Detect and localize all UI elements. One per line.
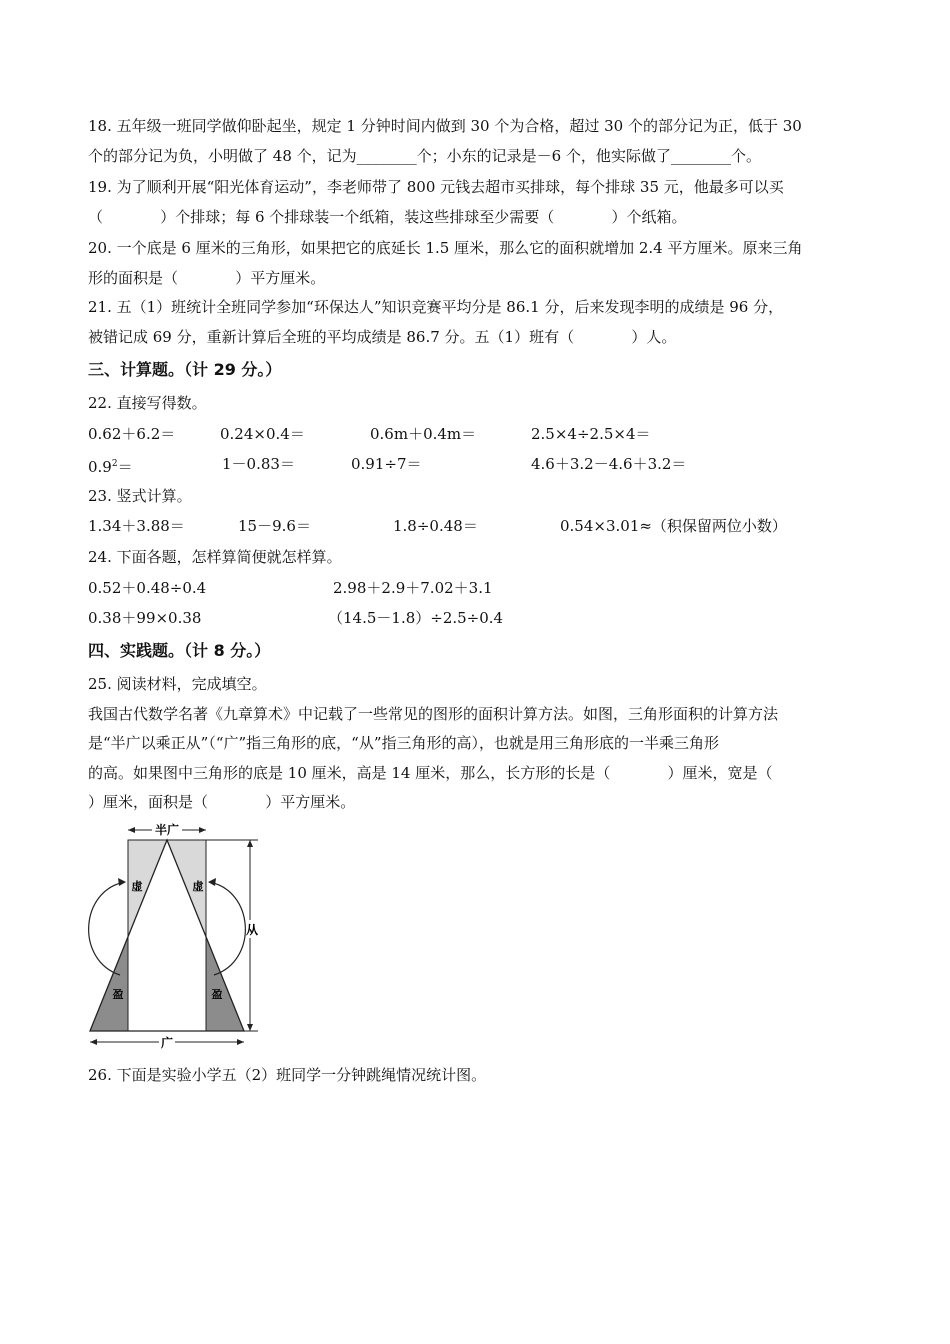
- q22-item: 0.6m＋0.4m＝: [370, 425, 477, 443]
- q18-line-2: 个的部分记为负，小明做了 48 个，记为________个；小东的记录是－6 个，他实际做了________个。: [88, 147, 761, 165]
- q24-title: 24. 下面各题，怎样算简便就怎样算。: [88, 548, 342, 566]
- q19-line-1: 19. 为了顺利开展“阳光体育运动”，李老师带了 800 元钱去超市买排球，每个排球 35 元，他最多可以买: [88, 178, 784, 196]
- base-label: 广: [160, 1036, 174, 1050]
- half-base-label: 半广: [154, 823, 180, 837]
- q25-line-3: 的高。如果图中三角形的底是 10 厘米，高是 14 厘米，那么，长方形的长是（ ）厘米，宽是（: [88, 764, 773, 782]
- arrowhead: [237, 1039, 244, 1045]
- q23-item: 0.54×3.01≈（积保留两位小数）: [560, 517, 787, 535]
- left-surplus-label: 盈: [112, 988, 124, 1001]
- arrowhead: [128, 827, 135, 833]
- right-surplus-label: 盈: [211, 988, 223, 1001]
- q25-title: 25. 阅读材料，完成填空。: [88, 675, 267, 693]
- q23-item: 15－9.6＝: [238, 517, 311, 535]
- q20-line-2: 形的面积是（ ）平方厘米。: [88, 269, 326, 287]
- q20-line-1: 20. 一个底是 6 厘米的三角形，如果把它的底延长 1.5 厘米，那么它的面积就增加 2.4 平方厘米。原来三角: [88, 239, 803, 257]
- section-4-heading: 四、实践题。（计 8 分。）: [88, 641, 271, 660]
- q22-item: 1－0.83＝: [222, 455, 295, 473]
- q22-title: 22. 直接写得数。: [88, 394, 207, 412]
- arrowhead: [118, 878, 126, 886]
- q21-line-1: 21. 五（1）班统计全班同学参加“环保达人”知识竞赛平均分是 86.1 分，后来发现李明的成绩是 96 分，: [88, 298, 784, 316]
- q25-line-4: ）厘米，面积是（ ）平方厘米。: [88, 793, 356, 811]
- section-3-heading: 三、计算题。（计 29 分。）: [88, 360, 282, 379]
- left-deficit-label: 虚: [131, 880, 143, 893]
- arrowhead: [247, 840, 253, 847]
- q19-line-2: （ ）个排球；每 6 个排球装一个纸箱，装这些排球至少需要（ ）个纸箱。: [88, 208, 687, 226]
- q24-item: 0.38＋99×0.38: [88, 609, 202, 627]
- right-deficit-label: 虚: [192, 880, 204, 893]
- q24-item: （14.5－1.8）÷2.5÷0.4: [328, 609, 504, 627]
- q23-item: 1.8÷0.48＝: [393, 517, 478, 535]
- q23-title: 23. 竖式计算。: [88, 487, 192, 505]
- q18-line-1: 18. 五年级一班同学做仰卧起坐，规定 1 分钟时间内做到 30 个为合格，超过 30 个的部分记为正，低于 30: [88, 117, 802, 135]
- q22-item: 0.91÷7＝: [351, 455, 422, 473]
- q22-item-power: [88, 454, 133, 477]
- height-label: 从: [245, 923, 259, 937]
- q23-item: 1.34＋3.88＝: [88, 517, 185, 535]
- q24-item: 2.98＋2.9＋7.02＋3.1: [333, 579, 493, 597]
- arrowhead: [247, 1024, 253, 1031]
- q21-line-2: 被错记成 69 分，重新计算后全班的平均成绩是 86.7 分。五（1）班有（ ）人。: [88, 328, 677, 346]
- q24-item: 0.52＋0.48÷0.4: [88, 579, 207, 597]
- power-equals: ＝: [117, 458, 133, 476]
- arrowhead: [90, 1039, 97, 1045]
- arrowhead: [208, 878, 216, 886]
- q22-item: 0.24×0.4＝: [220, 425, 305, 443]
- triangle-area-figure: [80, 820, 280, 1050]
- q22-item: 4.6＋3.2－4.6＋3.2＝: [531, 455, 687, 473]
- power-base: 0.9: [88, 458, 112, 476]
- q22-item: 2.5×4÷2.5×4＝: [531, 425, 651, 443]
- q22-item: 0.62＋6.2＝: [88, 425, 176, 443]
- q25-line-2: 是“半广以乘正从”（“广”指三角形的底，“从”指三角形的高），也就是用三角形底的一半乘三角形: [88, 734, 720, 752]
- q26-title: 26. 下面是实验小学五（2）班同学一分钟跳绳情况统计图。: [88, 1066, 487, 1084]
- arrowhead: [199, 827, 206, 833]
- q25-line-1: 我国古代数学名著《九章算术》中记载了一些常见的图形的面积计算方法。如图，三角形面积的计算方法: [88, 705, 779, 723]
- power-exponent: 2: [111, 459, 118, 469]
